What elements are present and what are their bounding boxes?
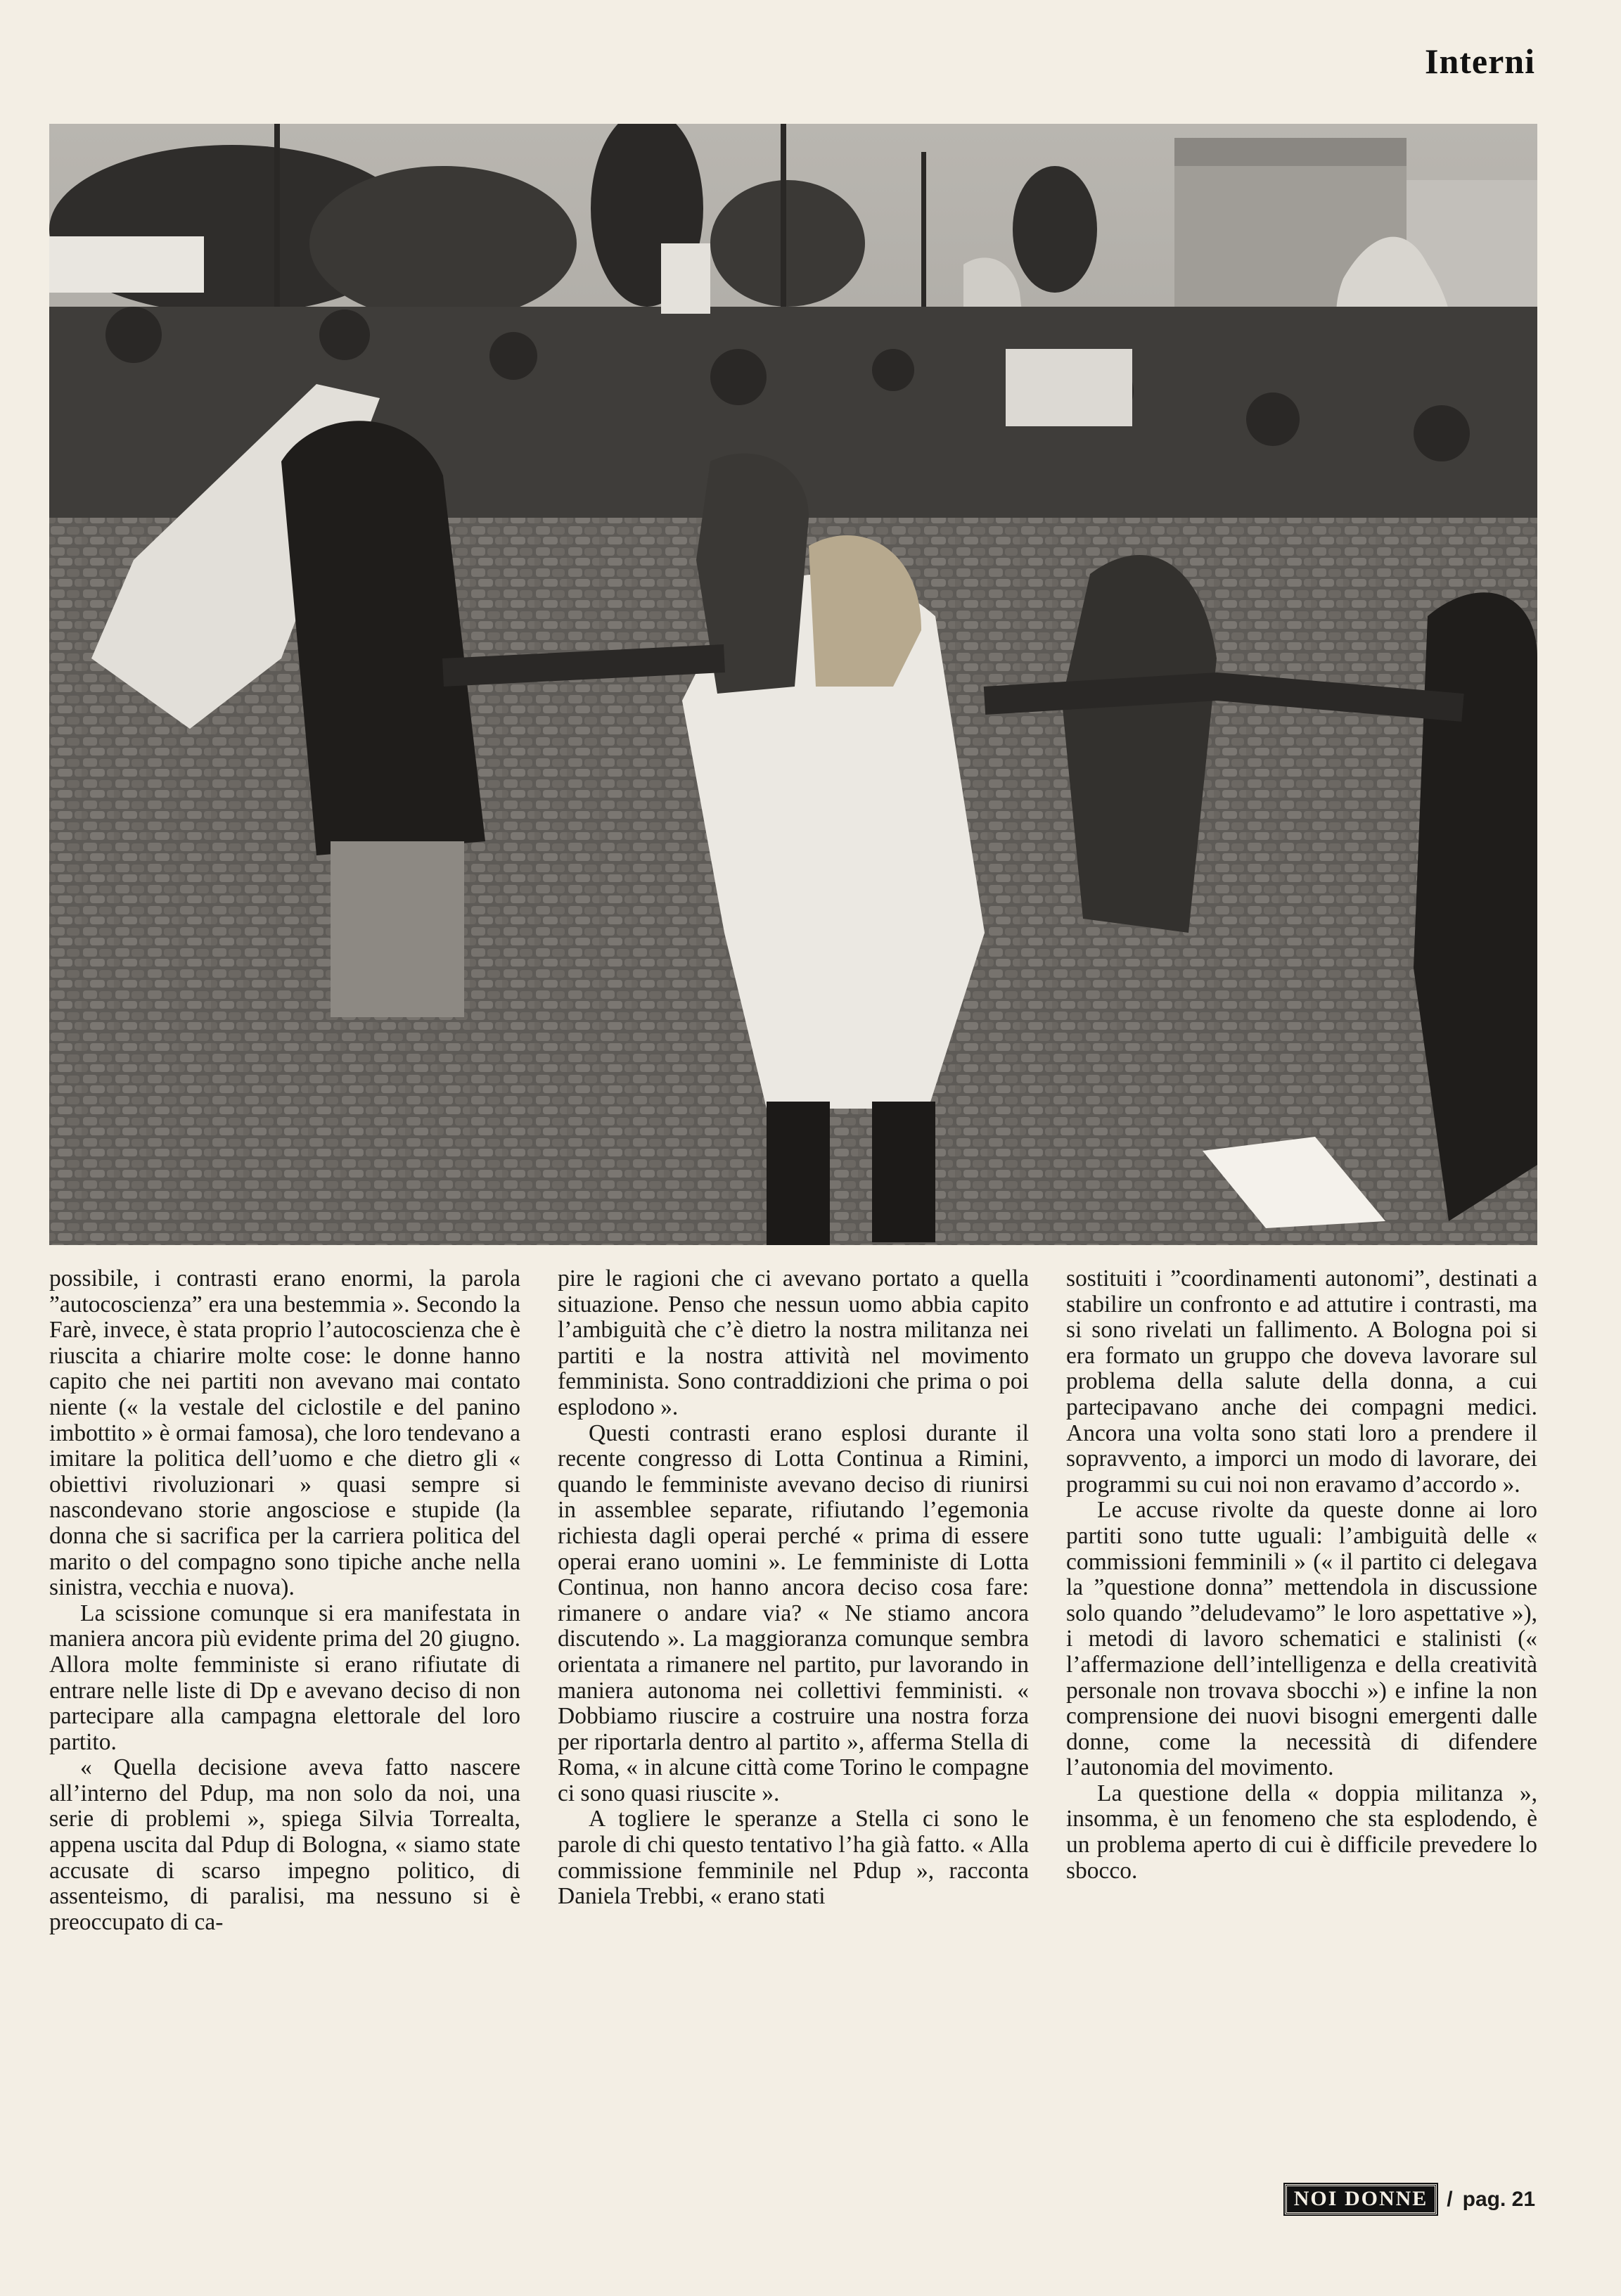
paragraph: possibile, i contrasti erano enormi, la parola ”autocoscienza” era una bestemmia ». Secondo la Farè, invece, è stata proprio l’autocoscienza che è riuscita a chiarire molte cose: le donne hanno capito che nei partiti non avevano mai contato niente (« la vestale del ciclostile e del panino imbottito » è ormai famosa), che loro tendevano a imitare la politica dell’uomo e che dietro gli « obiettivi rivoluzionari » quasi sempre si nascondevano storie angosciose e stupide (la donna che si sacrifica per la carriera politica del marito o del compagno sono tipiche anche nella sinistra, vecchia e nuova). [49,1265,520,1601]
column-3 [1066,1266,1537,2181]
paragraph: La questione della « doppia militanza », insomma, è un fenomeno che sta esplodendo, è un problema aperto di cui è difficile prevedere lo sbocco. [1066,1780,1537,1884]
page-number: pag. 21 [1462,2187,1535,2211]
article-body [49,1266,1537,2181]
paragraph: « Quella decisione aveva fatto nascere all’interno del Pdup, ma non solo da noi, una serie di problemi », spiega Silvia Torrealta, appena uscita dal Pdup di Bologna, « siamo state accusate di scarso impegno politico, di assenteismo, di paralisi, ma nessuno si è preoccupato di ca- [49,1754,520,1935]
page-footer [1285,2184,1535,2214]
photo-demonstration-icon [49,124,1537,1245]
paragraph: A togliere le speranze a Stella ci sono le parole di chi questo tentativo l’ha già fatto. « Alla commissione femminile nel Pdup », racconta Daniela Trebbi, « erano stati [558,1806,1029,1910]
paragraph: La scissione comunque si era manifestata in maniera ancora più evidente prima del 20 giugno. Allora molte femministe si erano rifiutate di entrare nelle liste di Dp e avevano deciso di non partecipare alla campagna elettorale del loro partito. [49,1600,520,1755]
magazine-logo: NOI DONNE [1285,2184,1437,2214]
column-1 [49,1266,520,2181]
column-2 [558,1266,1029,2181]
section-title: Interni [1425,42,1535,81]
paragraph: sostituiti i ”coordinamenti autonomi”, destinati a stabilire un confronto e ad attutire i contrasti, ma si sono rivelati un fallimento. A Bologna poi si era formato un gruppo che doveva lavorare sul problema della salute della donna, a cui partecipavano anche dei compagni medici. Ancora una volta sono stati loro a prendere il sopravvento, a imporci un modo di lavorare, dei programmi su cui noi non eravamo d’accordo ». [1066,1265,1537,1498]
demonstration-photo [49,124,1537,1245]
footer-separator: / [1447,2187,1453,2211]
paragraph: Le accuse rivolte da queste donne ai loro partiti sono tutte uguali: l’ambiguità delle « commissioni femminili » (« il partito ci delegava la ”questione donna” mettendola in discussione solo quando ”deludevamo” le loro aspettative »), i metodi di lavoro schematici e stalinisti (« l’affermazione dell’intelligenza e della creatività personale non trovava sbocchi ») e infine la non comprensione dei nuovi bisogni emergenti dalle donne, come la necessità di difendere l’autonomia del movimento. [1066,1497,1537,1781]
paragraph: pire le ragioni che ci avevano portato a quella situazione. Penso che nessun uomo abbia capito l’ambiguità che c’è dietro la nostra militanza nei partiti e la nostra attività nel movimento femminista. Sono contraddizioni che prima o poi esplodono ». [558,1265,1029,1420]
paragraph: Questi contrasti erano esplosi durante il recente congresso di Lotta Continua a Rimini, quando le femministe avevano deciso di riunirsi in assemblee separate, rifiutando l’egemonia richiesta dagli operai perché « prima di essere operai erano uomini ». Le femministe di Lotta Continua, non hanno ancora deciso cosa fare: rimanere o andare via? « Ne stiamo ancora discutendo ». La maggioranza comunque sembra orientata a rimanere nel partito, pur lavorando in maniera autonoma nei collettivi femministi. « Dobbiamo riuscire a costruire una nostra forza per riportarla dentro al partito », afferma Stella di Roma, « in alcune città come Torino le compagne ci sono quasi riuscite ». [558,1420,1029,1806]
